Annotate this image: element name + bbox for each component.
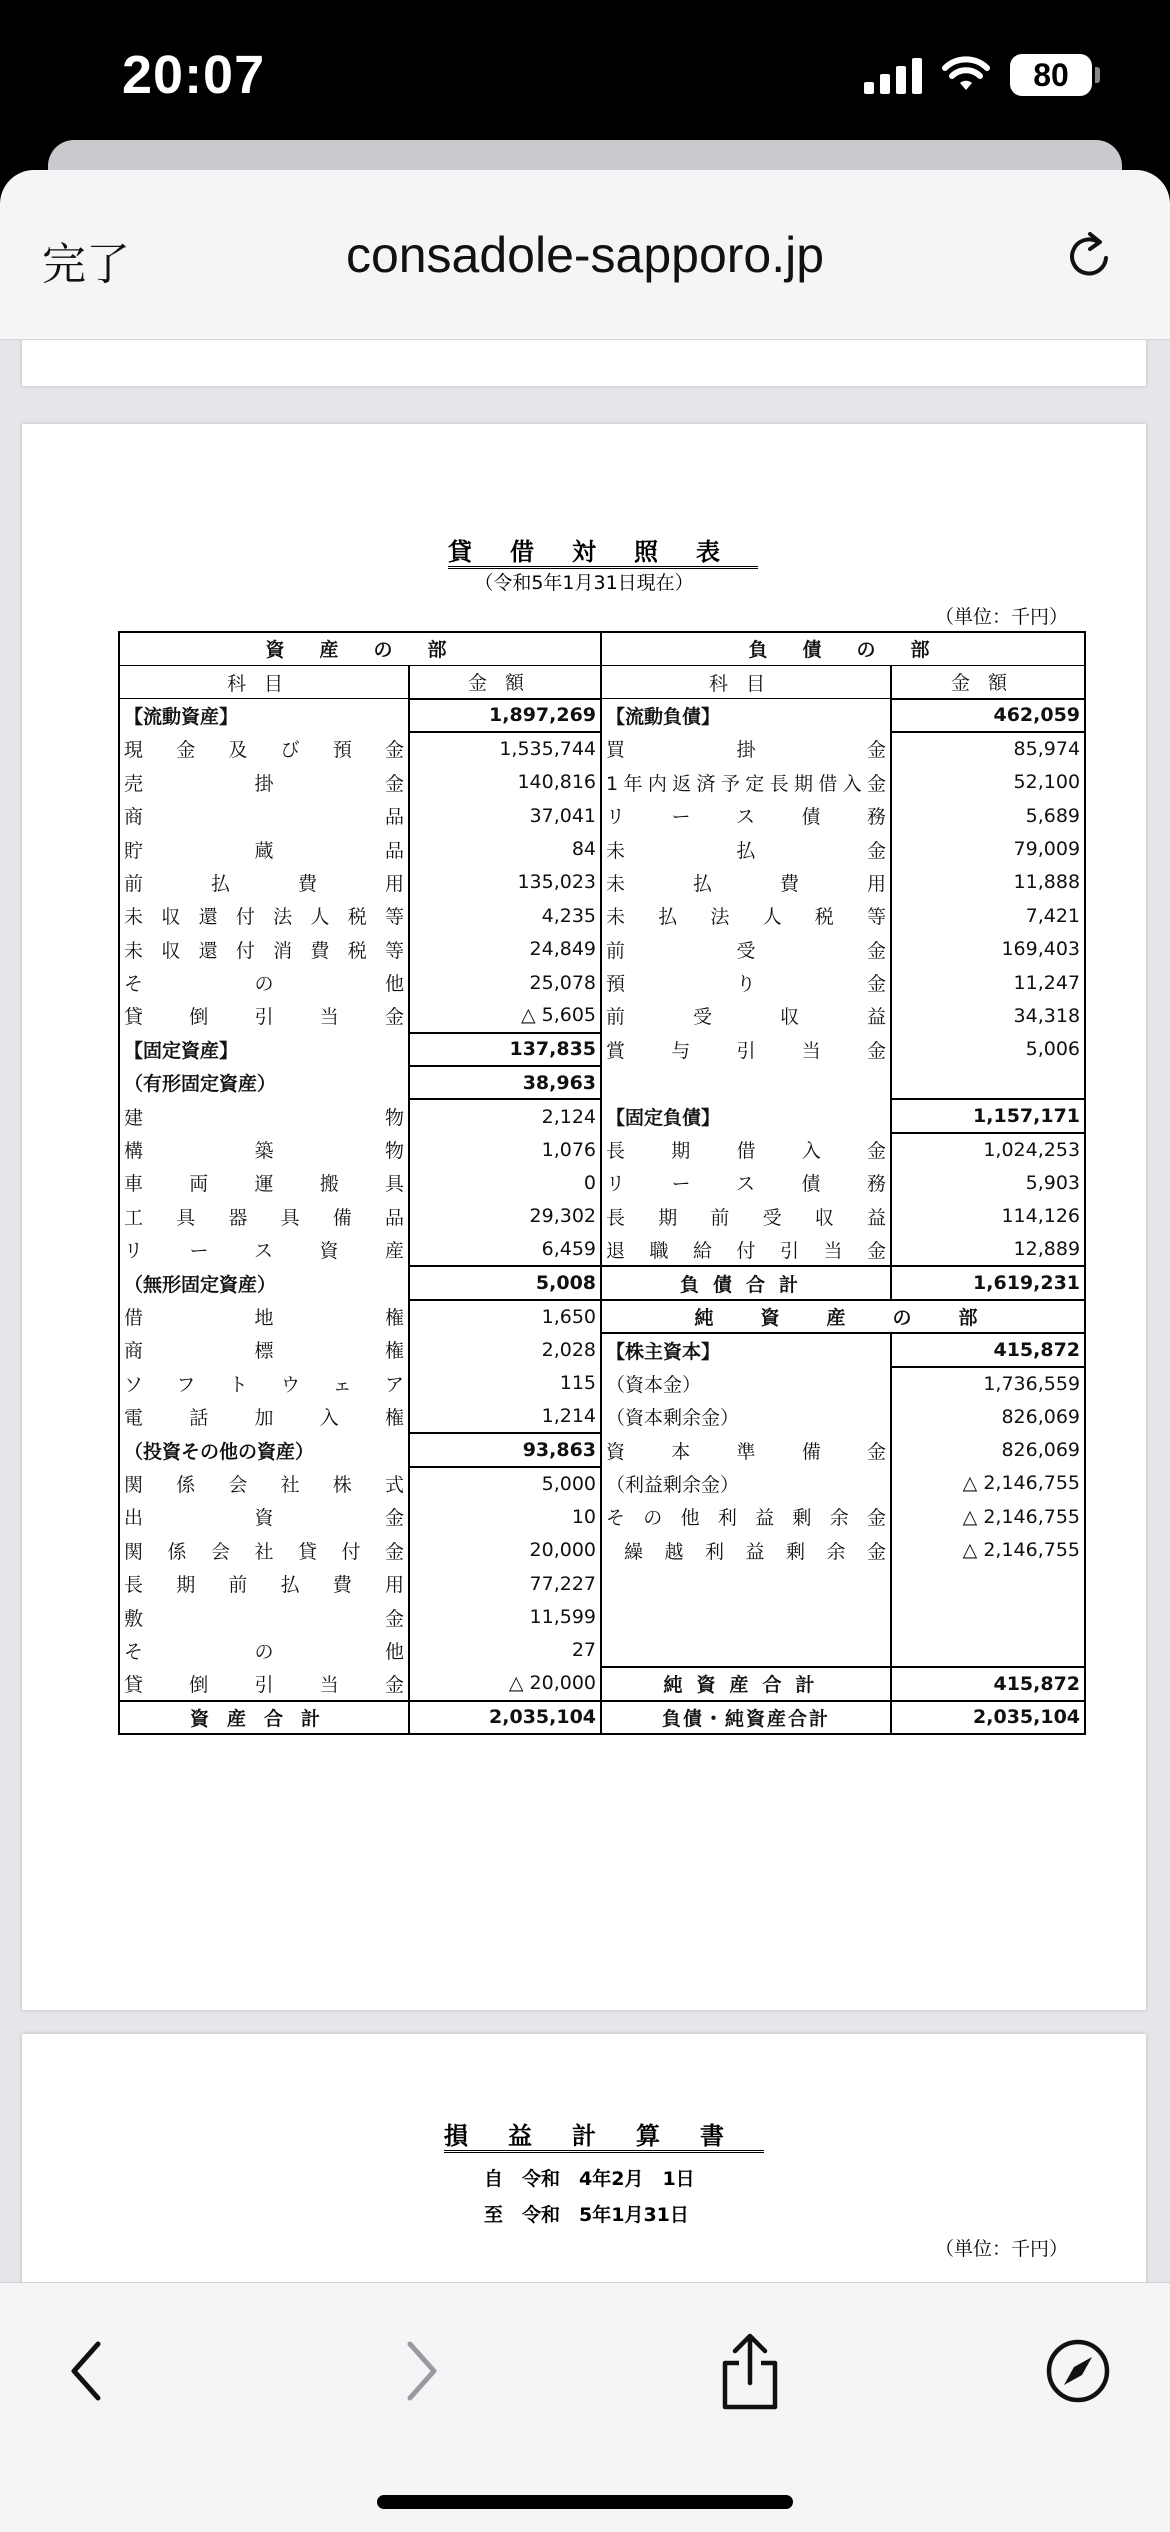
- amount-cell: 462,059: [891, 699, 1085, 732]
- col-item-header: 科目: [601, 665, 891, 698]
- item-cell: 負債合計: [601, 1266, 891, 1299]
- item-cell: 買掛金: [601, 732, 891, 765]
- amount-cell: [891, 1066, 1085, 1099]
- item-cell: 貸倒引当金: [119, 999, 409, 1032]
- table-row: [119, 1166, 1085, 1199]
- table-row: [119, 1634, 1085, 1667]
- status-bar: [0, 0, 1170, 150]
- item-cell: （無形固定資産）: [119, 1266, 409, 1299]
- table-row: [119, 1534, 1085, 1567]
- document-viewer[interactable]: [0, 340, 1170, 2282]
- table-row: [119, 933, 1085, 966]
- table-row: [119, 799, 1085, 832]
- item-cell: 車両運搬具: [119, 1166, 409, 1199]
- item-cell: 純資産合計: [601, 1667, 891, 1700]
- income-statement-title: 損益計算書: [22, 2116, 1146, 2151]
- item-cell: 電話加入権: [119, 1400, 409, 1433]
- amount-cell: 20,000: [409, 1534, 601, 1567]
- amount-cell: 1,535,744: [409, 732, 601, 765]
- item-cell: 建物: [119, 1099, 409, 1132]
- item-cell: 未収還付法人税等: [119, 899, 409, 932]
- table-row: [119, 732, 1085, 765]
- item-cell: （利益剰余金）: [601, 1467, 891, 1500]
- amount-cell: 93,863: [409, 1433, 601, 1466]
- amount-cell: 826,069: [891, 1400, 1085, 1433]
- amount-cell: 4,235: [409, 899, 601, 932]
- table-row: [119, 1367, 1085, 1400]
- period-to: 至 令和 5年1月31日: [484, 2204, 689, 2226]
- chevron-left-icon: [64, 2338, 108, 2404]
- amount-cell: △ 2,146,755: [891, 1467, 1085, 1500]
- done-button[interactable]: 完了: [42, 239, 130, 290]
- col-amount-header: 金額: [409, 665, 601, 698]
- status-icons: [864, 54, 1092, 96]
- total-amount-cell: 2,035,104: [891, 1701, 1085, 1734]
- amount-cell: 415,872: [891, 1333, 1085, 1366]
- share-button[interactable]: [710, 2331, 790, 2411]
- amount-cell: 5,000: [409, 1467, 601, 1500]
- item-cell: 関係会社株式: [119, 1467, 409, 1500]
- amount-cell: 24,849: [409, 933, 601, 966]
- item-cell: 前受金: [601, 933, 891, 966]
- compass-icon: [1044, 2337, 1112, 2405]
- table-row: [119, 1266, 1085, 1299]
- table-row: [119, 1066, 1085, 1099]
- amount-cell: 77,227: [409, 1567, 601, 1600]
- item-cell: 売掛金: [119, 766, 409, 799]
- pdf-page-balance-sheet: [22, 424, 1146, 2010]
- item-cell: 借地権: [119, 1300, 409, 1333]
- amount-cell: 84: [409, 832, 601, 865]
- item-cell: 貯蔵品: [119, 832, 409, 865]
- forward-button[interactable]: [382, 2331, 462, 2411]
- amount-cell: 37,041: [409, 799, 601, 832]
- amount-cell: 11,888: [891, 866, 1085, 899]
- amount-cell: 25,078: [409, 966, 601, 999]
- item-cell: （資本金）: [601, 1367, 891, 1400]
- amount-cell: [891, 1600, 1085, 1633]
- item-cell: 【流動負債】: [601, 699, 891, 732]
- item-cell: その他: [119, 966, 409, 999]
- amount-cell: 137,835: [409, 1033, 601, 1066]
- table-row: [119, 1099, 1085, 1132]
- table-row: [119, 1567, 1085, 1600]
- table-row: [119, 866, 1085, 899]
- open-in-safari-button[interactable]: [1038, 2331, 1118, 2411]
- item-cell: 出資金: [119, 1500, 409, 1533]
- amount-cell: 85,974: [891, 732, 1085, 765]
- pdf-page-previous: [22, 340, 1146, 386]
- total-row: [119, 1701, 1085, 1734]
- item-cell: その他利益剰余金: [601, 1500, 891, 1533]
- amount-cell: 1,024,253: [891, 1133, 1085, 1166]
- amount-cell: 1,736,559: [891, 1367, 1085, 1400]
- item-cell: 【固定資産】: [119, 1033, 409, 1066]
- table-row: [119, 1200, 1085, 1233]
- amount-cell: 34,318: [891, 999, 1085, 1032]
- item-cell: 預り金: [601, 966, 891, 999]
- item-cell: [601, 1567, 891, 1600]
- amount-cell: 1,619,231: [891, 1266, 1085, 1299]
- amount-cell: 1,076: [409, 1133, 601, 1166]
- url-label: consadole-sapporo.jp: [345, 227, 825, 283]
- amount-cell: 1,214: [409, 1400, 601, 1433]
- item-cell: 商品: [119, 799, 409, 832]
- table-row: [119, 1400, 1085, 1433]
- item-cell: 純 資 産 の 部: [601, 1300, 1085, 1333]
- income-statement-unit: （単位：千円）: [934, 2238, 1068, 2260]
- amount-cell: 5,903: [891, 1166, 1085, 1199]
- amount-cell: 114,126: [891, 1200, 1085, 1233]
- table-row: [119, 1133, 1085, 1166]
- item-cell: ソフトウェア: [119, 1367, 409, 1400]
- amount-cell: 826,069: [891, 1433, 1085, 1466]
- cellular-signal-icon: [864, 56, 922, 94]
- item-cell: その他: [119, 1634, 409, 1667]
- item-cell: 【株主資本】: [601, 1333, 891, 1366]
- amount-cell: △ 2,146,755: [891, 1534, 1085, 1567]
- balance-sheet-date: （令和5年1月31日現在）: [474, 572, 694, 594]
- period-from: 自 令和 4年2月 1日: [484, 2168, 695, 2190]
- amount-cell: 11,247: [891, 966, 1085, 999]
- amount-cell: 1,650: [409, 1300, 601, 1333]
- total-label-cell: 資産合計: [119, 1701, 409, 1734]
- wifi-icon: [942, 56, 990, 94]
- item-cell: 貸倒引当金: [119, 1667, 409, 1700]
- item-cell: 未払金: [601, 832, 891, 865]
- balance-sheet-title: 貸借対照表: [22, 532, 1146, 567]
- item-cell: [601, 1066, 891, 1099]
- amount-cell: 115: [409, 1367, 601, 1400]
- amount-cell: △ 2,146,755: [891, 1500, 1085, 1533]
- col-item-header: 科目: [119, 665, 409, 698]
- item-cell: [601, 1634, 891, 1667]
- total-amount-cell: 2,035,104: [409, 1701, 601, 1734]
- table-row: [119, 1667, 1085, 1700]
- amount-cell: △ 20,000: [409, 1667, 601, 1700]
- item-cell: 前払費用: [119, 866, 409, 899]
- table-row: [119, 1233, 1085, 1266]
- amount-cell: 140,816: [409, 766, 601, 799]
- amount-cell: 415,872: [891, 1667, 1085, 1700]
- amount-cell: 5,689: [891, 799, 1085, 832]
- item-cell: 【流動資産】: [119, 699, 409, 732]
- assets-header: 資 産 の 部: [119, 632, 601, 665]
- chevron-right-icon: [400, 2338, 444, 2404]
- amount-cell: [891, 1634, 1085, 1667]
- amount-cell: 7,421: [891, 899, 1085, 932]
- table-row: [119, 1333, 1085, 1366]
- amount-cell: 2,124: [409, 1099, 601, 1132]
- status-time: 20:07: [122, 45, 266, 105]
- amount-cell: 5,006: [891, 1033, 1085, 1066]
- item-cell: 構築物: [119, 1133, 409, 1166]
- table-row: [119, 699, 1085, 732]
- item-cell: 現金及び預金: [119, 732, 409, 765]
- table-row: [119, 899, 1085, 932]
- table-row: [119, 1467, 1085, 1500]
- item-cell: （資本剰余金）: [601, 1400, 891, 1433]
- item-cell: 長期前払費用: [119, 1567, 409, 1600]
- item-cell: 工具器具備品: [119, 1200, 409, 1233]
- item-cell: 【固定負債】: [601, 1099, 891, 1132]
- amount-cell: [891, 1567, 1085, 1600]
- item-cell: 商標権: [119, 1333, 409, 1366]
- item-cell: 未払法人税等: [601, 899, 891, 932]
- table-row: [119, 966, 1085, 999]
- item-cell: リース資産: [119, 1233, 409, 1266]
- item-cell: （有形固定資産）: [119, 1066, 409, 1099]
- item-cell: 資本準備金: [601, 1433, 891, 1466]
- total-label-cell: 負債・純資産合計: [601, 1701, 891, 1734]
- amount-cell: 1,897,269: [409, 699, 601, 732]
- share-icon: [715, 2331, 785, 2411]
- amount-cell: 38,963: [409, 1066, 601, 1099]
- reload-icon[interactable]: [1060, 226, 1120, 286]
- amount-cell: 29,302: [409, 1200, 601, 1233]
- table-row: [119, 1033, 1085, 1066]
- item-cell: 敷金: [119, 1600, 409, 1633]
- item-cell: 賞与引当金: [601, 1033, 891, 1066]
- table-row: [119, 1500, 1085, 1533]
- bottom-toolbar: [0, 2282, 1170, 2532]
- balance-sheet-table: [118, 631, 1086, 1735]
- col-amount-header: 金額: [891, 665, 1085, 698]
- battery-icon: 80: [1010, 54, 1092, 96]
- item-cell: 1年内返済予定長期借入金: [601, 766, 891, 799]
- amount-cell: 10: [409, 1500, 601, 1533]
- item-cell: 繰越利益剰余金: [601, 1534, 891, 1567]
- item-cell: リース債務: [601, 1166, 891, 1199]
- item-cell: 退職給付引当金: [601, 1233, 891, 1266]
- table-row: [119, 999, 1085, 1032]
- table-row: [119, 1600, 1085, 1633]
- table-row: [119, 1300, 1085, 1333]
- amount-cell: 11,599: [409, 1600, 601, 1633]
- item-cell: （投資その他の資産）: [119, 1433, 409, 1466]
- item-cell: 関係会社貸付金: [119, 1534, 409, 1567]
- amount-cell: 52,100: [891, 766, 1085, 799]
- amount-cell: 169,403: [891, 933, 1085, 966]
- table-row: [119, 832, 1085, 865]
- table-row: [119, 1433, 1085, 1466]
- amount-cell: 0: [409, 1166, 601, 1199]
- amount-cell: 6,459: [409, 1233, 601, 1266]
- item-cell: 長期前受収益: [601, 1200, 891, 1233]
- home-indicator: [377, 2495, 793, 2509]
- amount-cell: 5,008: [409, 1266, 601, 1299]
- balance-sheet-unit: （単位：千円）: [934, 606, 1068, 628]
- item-cell: リース債務: [601, 799, 891, 832]
- amount-cell: △ 5,605: [409, 999, 601, 1032]
- amount-cell: 27: [409, 1634, 601, 1667]
- item-cell: 長期借入金: [601, 1133, 891, 1166]
- item-cell: 未払費用: [601, 866, 891, 899]
- amount-cell: 79,009: [891, 832, 1085, 865]
- pdf-page-income-statement: [22, 2034, 1146, 2282]
- liabilities-header: 負 債 の 部: [601, 632, 1085, 665]
- amount-cell: 1,157,171: [891, 1099, 1085, 1132]
- browser-header: [0, 170, 1170, 340]
- amount-cell: 135,023: [409, 866, 601, 899]
- table-row: [119, 766, 1085, 799]
- item-cell: 前受収益: [601, 999, 891, 1032]
- amount-cell: 12,889: [891, 1233, 1085, 1266]
- back-button[interactable]: [46, 2331, 126, 2411]
- amount-cell: 2,028: [409, 1333, 601, 1366]
- item-cell: [601, 1600, 891, 1633]
- item-cell: 未収還付消費税等: [119, 933, 409, 966]
